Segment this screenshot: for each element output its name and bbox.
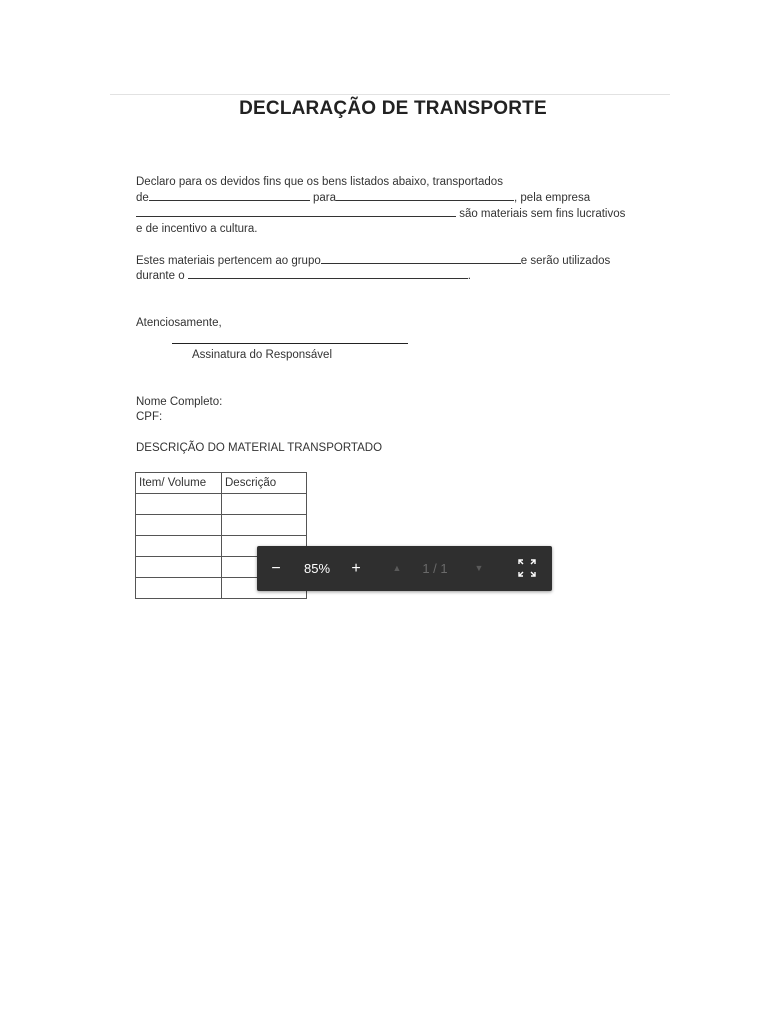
paragraph2-line2 bbox=[136, 268, 471, 283]
zoom-in-button[interactable]: + bbox=[351, 560, 361, 577]
paragraph2-line1 bbox=[136, 253, 610, 268]
blank-origin bbox=[149, 190, 310, 201]
paragraph1-line2 bbox=[136, 190, 590, 205]
table-cell bbox=[136, 515, 222, 536]
fullscreen-button[interactable] bbox=[515, 546, 539, 591]
table-cell bbox=[136, 494, 222, 515]
table-cell bbox=[222, 494, 307, 515]
name-label: Nome Completo: bbox=[136, 396, 223, 408]
table-cell bbox=[136, 557, 222, 578]
section-heading: DESCRIÇÃO DO MATERIAL TRANSPORTADO bbox=[136, 442, 383, 454]
table-row bbox=[136, 494, 307, 515]
table-cell bbox=[136, 536, 222, 557]
paragraph1-line3 bbox=[136, 206, 625, 221]
paragraph1-line1: Declaro para os devidos fins que os bens listados abaixo, transportados bbox=[136, 176, 503, 188]
table-cell bbox=[222, 515, 307, 536]
blank-company bbox=[136, 206, 456, 217]
document-title: DECLARAÇÃO DE TRANSPORTE bbox=[239, 98, 547, 119]
cpf-label: CPF: bbox=[136, 411, 163, 423]
table-cell bbox=[136, 578, 222, 599]
text-period-end: . bbox=[467, 270, 471, 282]
fullscreen-icon bbox=[517, 558, 537, 578]
zoom-toolbar bbox=[257, 546, 552, 591]
previous-page-button[interactable]: ▲ bbox=[392, 563, 402, 573]
header-descricao: Descrição bbox=[222, 473, 307, 494]
zoom-level-readout: 85% bbox=[303, 561, 331, 576]
text-durante-o: durante o bbox=[136, 270, 188, 282]
signature-label: Assinatura do Responsável bbox=[192, 349, 332, 361]
page-top-rule bbox=[110, 94, 670, 95]
text-pertencem-grupo: Estes materiais pertencem ao grupo bbox=[136, 255, 321, 267]
blank-destination bbox=[336, 190, 514, 201]
table-header-row bbox=[136, 473, 307, 494]
blank-period bbox=[188, 268, 468, 279]
header-item-volume: Item/ Volume bbox=[136, 473, 222, 494]
next-page-button[interactable]: ▼ bbox=[474, 563, 484, 573]
paragraph1-line4: e de incentivo a cultura. bbox=[136, 223, 258, 235]
zoom-out-button[interactable]: − bbox=[271, 560, 281, 577]
signature-line bbox=[172, 343, 408, 344]
text-sao-materiais: são materiais sem fins lucrativos bbox=[456, 208, 626, 220]
text-pela-empresa: , pela empresa bbox=[514, 192, 591, 204]
text-para: para bbox=[309, 192, 337, 204]
closing-text: Atenciosamente, bbox=[136, 317, 222, 329]
blank-group bbox=[321, 253, 521, 264]
table-row bbox=[136, 515, 307, 536]
text-serao-utilizados: e serão utilizados bbox=[520, 255, 611, 267]
text-de: de bbox=[136, 192, 149, 204]
page-indicator: 1 / 1 bbox=[422, 561, 448, 576]
